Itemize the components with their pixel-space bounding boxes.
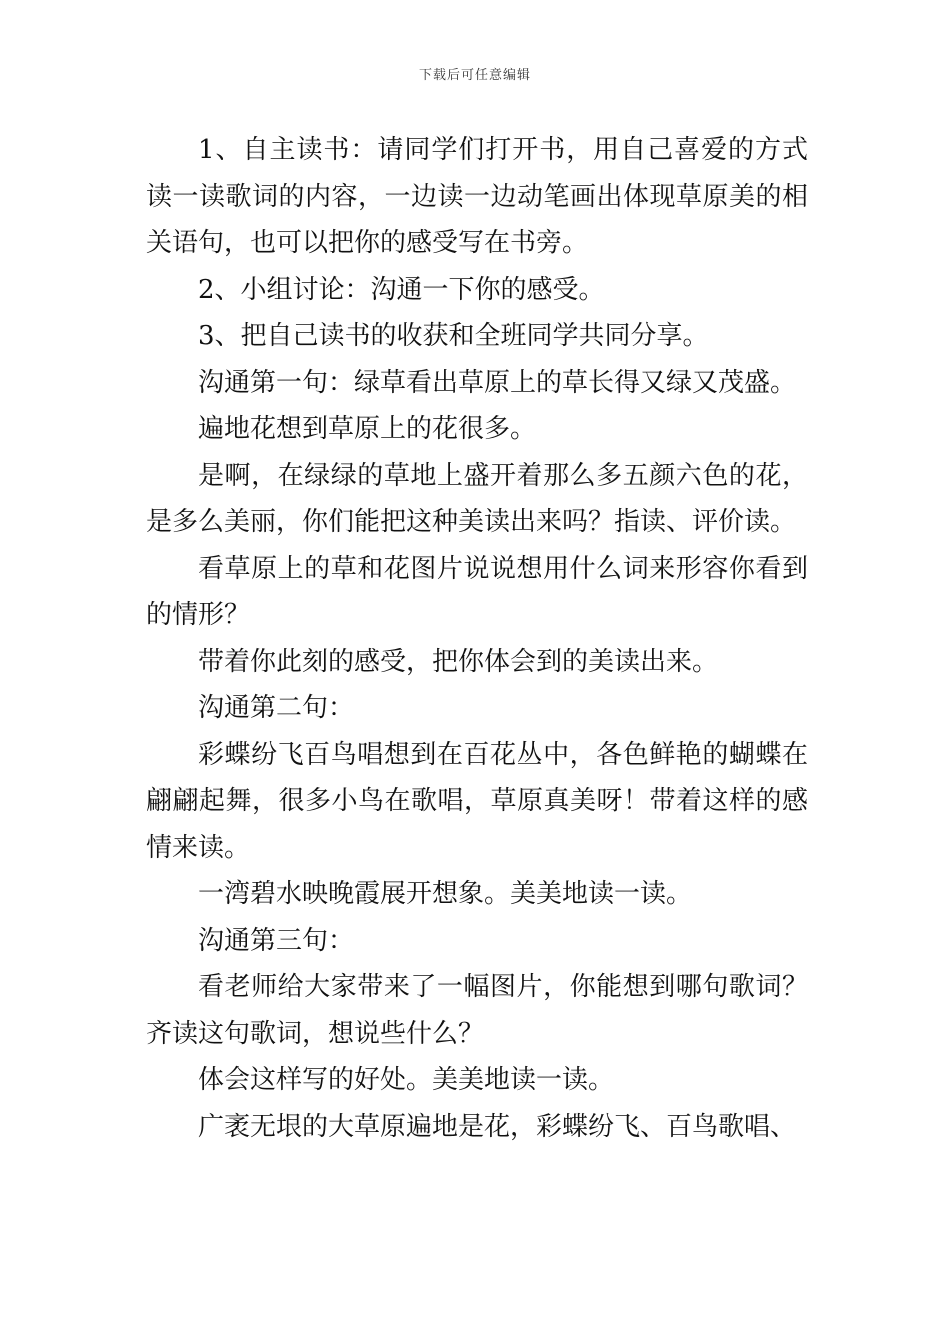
paragraph: 一湾碧水映晚霞展开想象。美美地读一读。	[198, 879, 693, 909]
paragraph: 沟通第二句：	[198, 693, 355, 723]
paragraph: 1、自主读书：请同学们打开书，用自己喜爱的方式读一读歌词的内容，一边读一边动笔画出体现草原美的相关语句，也可以把你的感受写在书旁。	[146, 135, 808, 258]
paragraph: 带着你此刻的感受，把你体会到的美读出来。	[198, 646, 719, 677]
paragraph: 3、把自己读书的收获和全班同学共同分享。	[198, 321, 709, 351]
paragraph: 体会这样写的好处。美美地读一读。	[198, 1065, 615, 1095]
paragraph: 看草原上的草和花图片说说想用什么词来形容你看到的情形？	[146, 553, 808, 630]
document-body	[146, 127, 808, 1150]
paragraph: 2、小组讨论：沟通一下你的感受。	[198, 274, 605, 305]
paragraph: 看老师给大家带来了一幅图片，你能想到哪句歌词？齐读这句歌词，想说些什么？	[146, 972, 808, 1049]
paragraph: 彩蝶纷飞百鸟唱想到在百花丛中，各色鲜艳的蝴蝶在翩翩起舞，很多小鸟在歌唱，草原真美呀！带着这样的感情来读。	[146, 739, 808, 863]
paragraph: 沟通第一句：绿草看出草原上的草长得又绿又茂盛。	[198, 367, 797, 398]
paragraph: 沟通第三句：	[198, 925, 355, 956]
paragraph: 是啊，在绿绿的草地上盛开着那么多五颜六色的花，是多么美丽，你们能把这种美读出来吗？指读、评价读。	[146, 460, 808, 537]
paragraph: 广袤无垠的大草原遍地是花，彩蝶纷飞、百鸟歌唱、	[198, 1111, 797, 1142]
paragraph: 遍地花想到草原上的花很多。	[198, 414, 537, 444]
page-header: 下载后可任意编辑	[418, 68, 531, 83]
